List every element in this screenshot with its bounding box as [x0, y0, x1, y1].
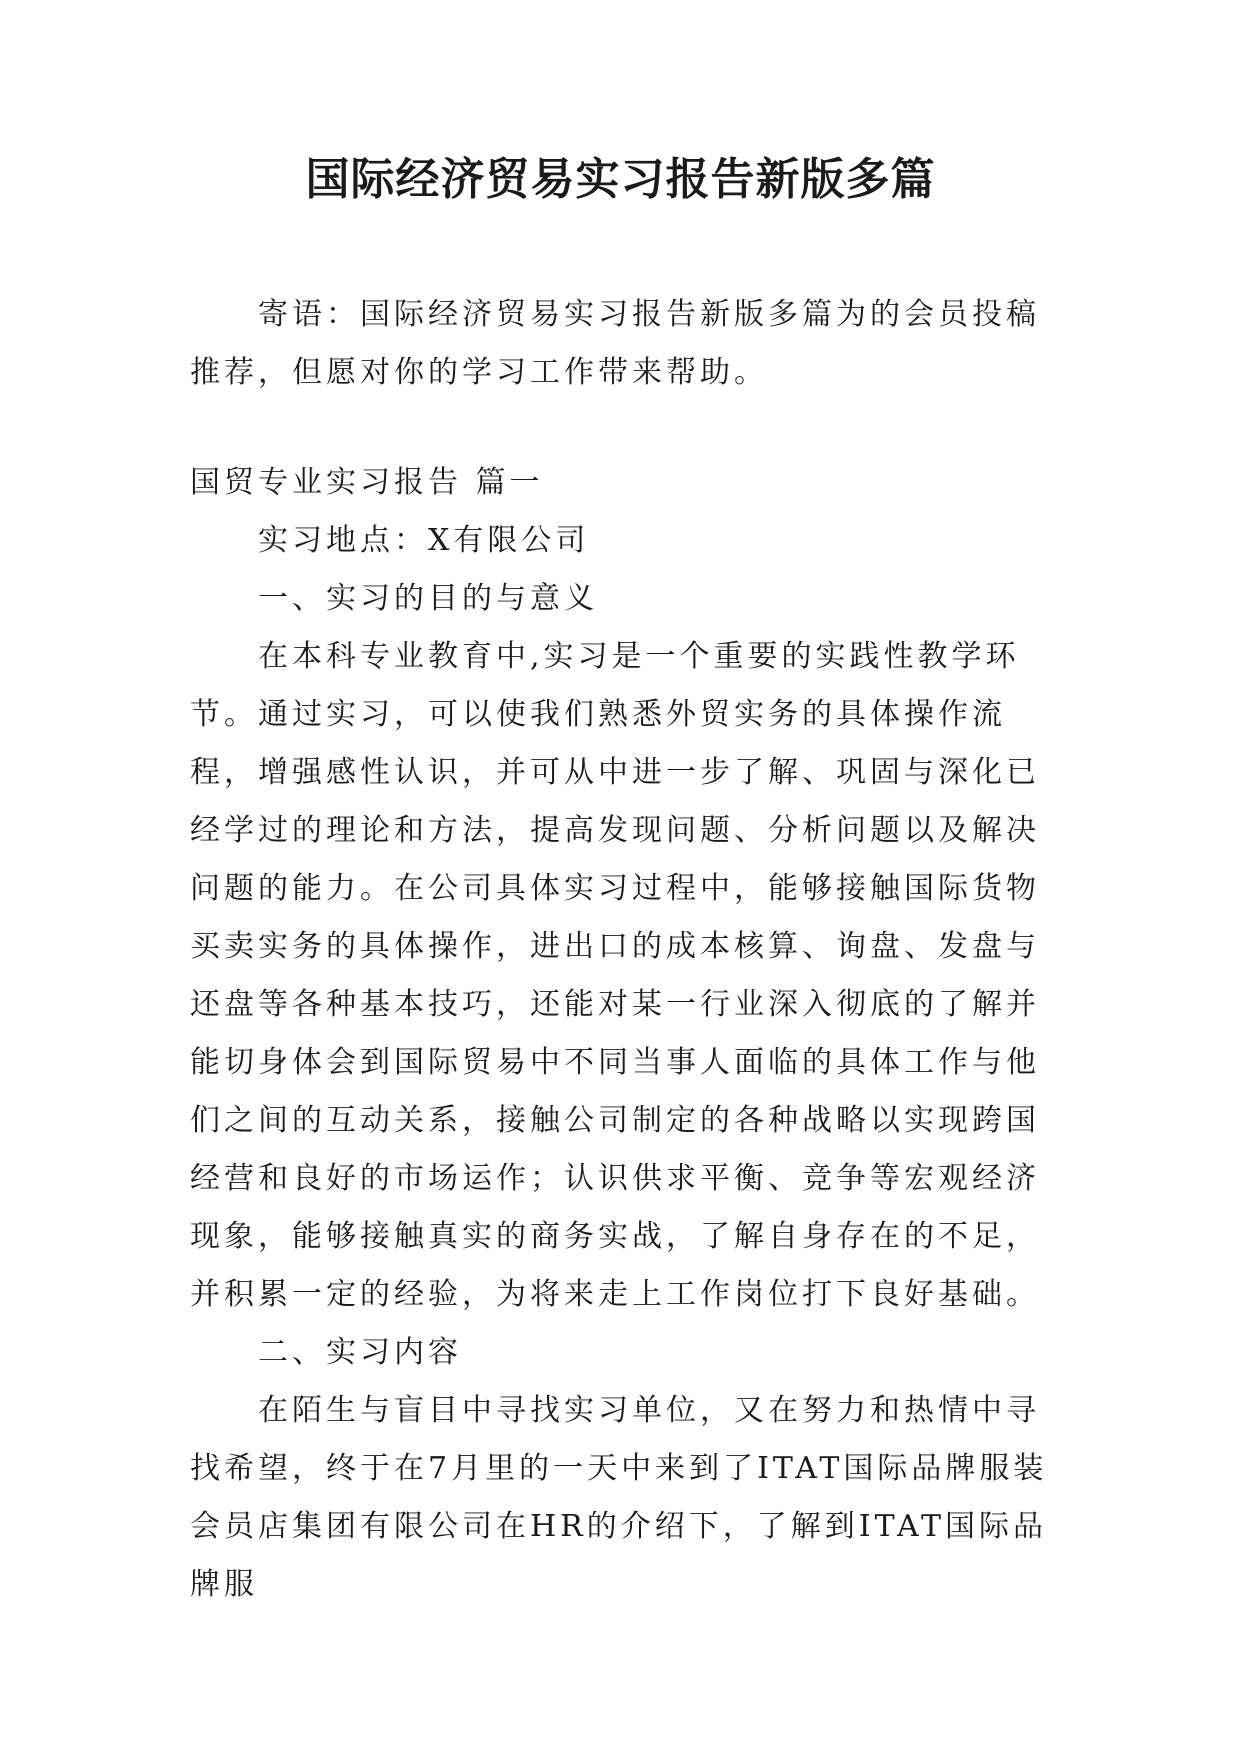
heading-purpose: 一、实习的目的与意义 [258, 581, 598, 616]
document-title: 国际经济贸易实习报告新版多篇 [305, 154, 936, 205]
paragraph-location: 实习地点：X有限公司 [258, 523, 590, 558]
article-body [190, 454, 1056, 1614]
paragraph-purpose-body: 在本科专业教育中,实习是一个重要的实践性教学环节。通过实习，可以使我们熟悉外贸实务的具体操作流程，增强感性认识，并可从中进一步了解、巩固与深化已经学过的理论和方法，提高发现问题、分析问题以及解决问题的能力。在公司具体实习过程中，能够接触国际货物买卖实务的具体操作，进出口的成本核算、询盘、发盘与还盘等各种基本技巧，还能对某一行业深入彻底的了解并能切身体会到国际贸易中不同当事人面临的具体工作与他们之间的互动关系，接触公司制定的各种战略以实现跨国经营和良好的市场运作；认识供求平衡、竞争等宏观经济现象，能够接触真实的商务实战，了解自身存在的不足，并积累一定的经验，为将来走上工作岗位打下良好基础。 [190, 639, 1040, 1312]
paragraph-content-body: 在陌生与盲目中寻找实习单位，又在努力和热情中寻找希望，终于在7月里的一天中来到了ITAT国际品牌服装会员店集团有限公司在HR的介绍下，了解到ITAT国际品牌服 [190, 1393, 1048, 1602]
heading-content: 二、实习内容 [258, 1335, 462, 1370]
intro-block [190, 286, 1056, 402]
intro-paragraph: 寄语：国际经济贸易实习报告新版多篇为的会员投稿推荐，但愿对你的学习工作带来帮助。 [190, 297, 1040, 390]
article-title: 国贸专业实习报告 篇一 [190, 465, 544, 500]
